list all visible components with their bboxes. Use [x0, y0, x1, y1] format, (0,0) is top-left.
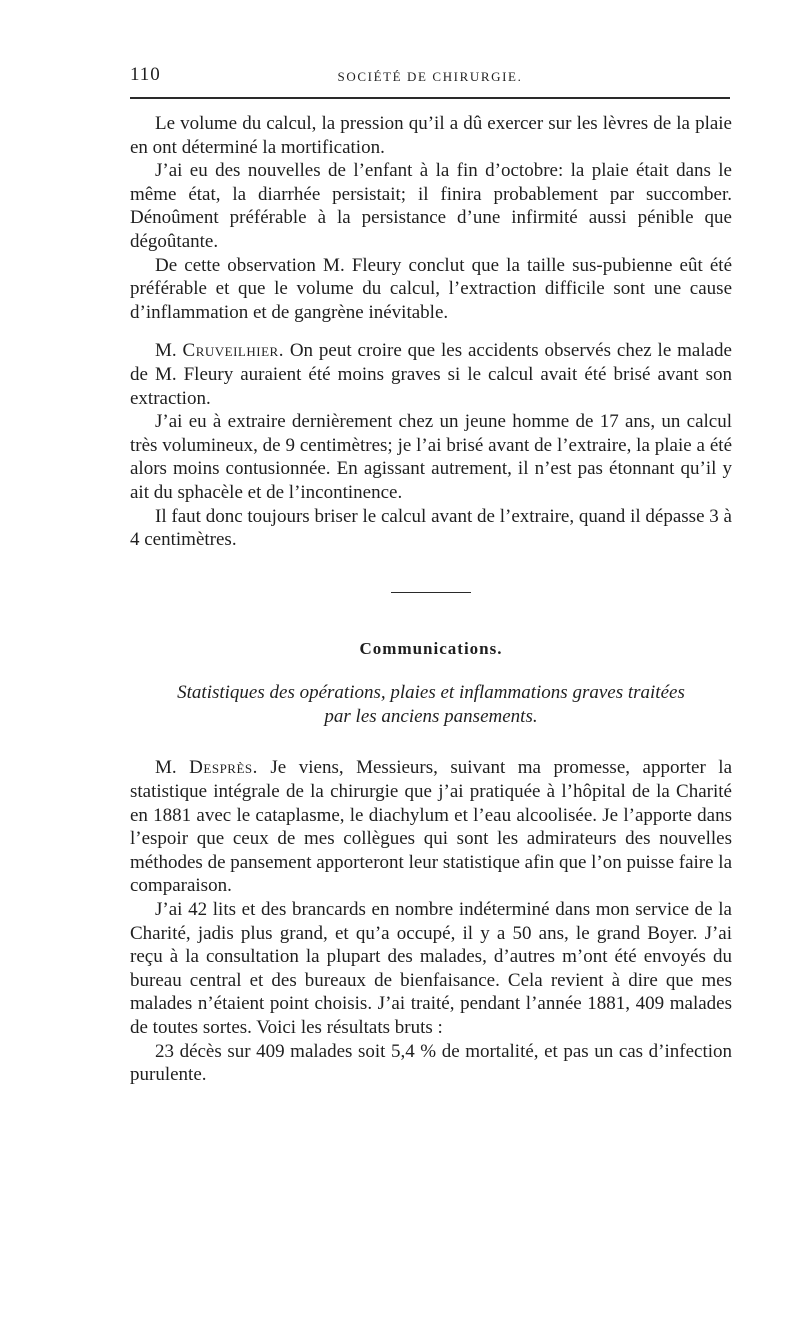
paragraph: De cette observation M. Fleury conclut que la taille sus-pubienne eût été préférable et que le volume du calcul, l’extraction difficile sont une cause d’inflammation et de gangrène inévitable.: [130, 254, 732, 323]
journal-title: SOCIÉTÉ DE CHIRURGIE.: [337, 69, 523, 84]
section-heading: Communications.: [359, 638, 503, 658]
paragraph-speaker: [130, 339, 732, 410]
paragraph-text: On peut croire que les accidents observés chez le malade de M. Fleury auraient été moins graves si le calcul avait été brisé avant son extraction.: [130, 340, 732, 409]
section-divider: [391, 592, 471, 593]
speaker-name: Desprès.: [189, 757, 258, 779]
running-head: [130, 64, 730, 88]
paragraph: Il faut donc toujours briser le calcul avant de l’extraire, quand il dépasse 3 à 4 centimètres.: [130, 505, 732, 551]
speaker-name: Cruveilhier.: [182, 340, 284, 362]
body-text: [130, 112, 732, 1087]
paragraph: Le volume du calcul, la pression qu’il a dû exercer sur les lèvres de la plaie en ont déterminé la mortification.: [130, 113, 732, 158]
header-rule: [130, 97, 730, 99]
speaker-prefix: M.: [155, 340, 177, 362]
subtitle-line-2: par les anciens pansements.: [324, 705, 538, 727]
paragraph: 23 décès sur 409 malades soit 5,4 % de mortalité, et pas un cas d’infection purulente.: [130, 1040, 732, 1086]
paragraph: J’ai eu des nouvelles de l’enfant à la fin d’octobre: la plaie était dans le même état, la diarrhée persistait; il finira probablement par succomber. Dénoûment préférable à la persistance d’une infirmité aussi pénible que dégoûtante.: [130, 160, 732, 252]
paragraph: J’ai 42 lits et des brancards en nombre indéterminé dans mon service de la Charité, jadis plus grand, et qu’a occupé, il y a 50 ans, le grand Boyer. J’ai reçu à la consultation la plupart des malades, d’autres m’ont été envoyés du bureau central et des bureaux de bienfaisance. Cela revient à dire que mes malades n’étaient point choisis. J’ai traité, pendant l’année 1881, 409 malades de toutes sortes. Voici les résultats bruts :: [130, 899, 732, 1038]
subtitle-line-1: Statistiques des opérations, plaies et inflammations graves traitées: [177, 682, 685, 704]
paragraph-speaker: [130, 756, 732, 898]
paragraph-text: Je viens, Messieurs, suivant ma promesse, apporter la statistique intégrale de la chirurgie que j’ai pratiquée à l’hôpital de la Charité en 1881 avec le cataplasme, le diachylum et l’eau alcoolisée. Je l’apporte dans l’espoir que ceux de mes collègues qui sont les admirateurs des nouvelles méthodes de pansement apporteront leur statistique afin que l’on puisse faire la comparaison.: [130, 757, 733, 897]
section-subtitle: [130, 681, 732, 728]
speaker-prefix: M.: [155, 757, 177, 779]
paragraph: J’ai eu à extraire dernièrement chez un jeune homme de 17 ans, un calcul très volumineux, de 9 centimètres; je l’ai brisé avant de l’extraire, la plaie a été alors moins contusionnée. En agissant autrement, il n’est pas étonnant qu’il y ait du sphacèle et de l’incontinence.: [130, 411, 732, 503]
page-number: 110: [130, 64, 161, 85]
